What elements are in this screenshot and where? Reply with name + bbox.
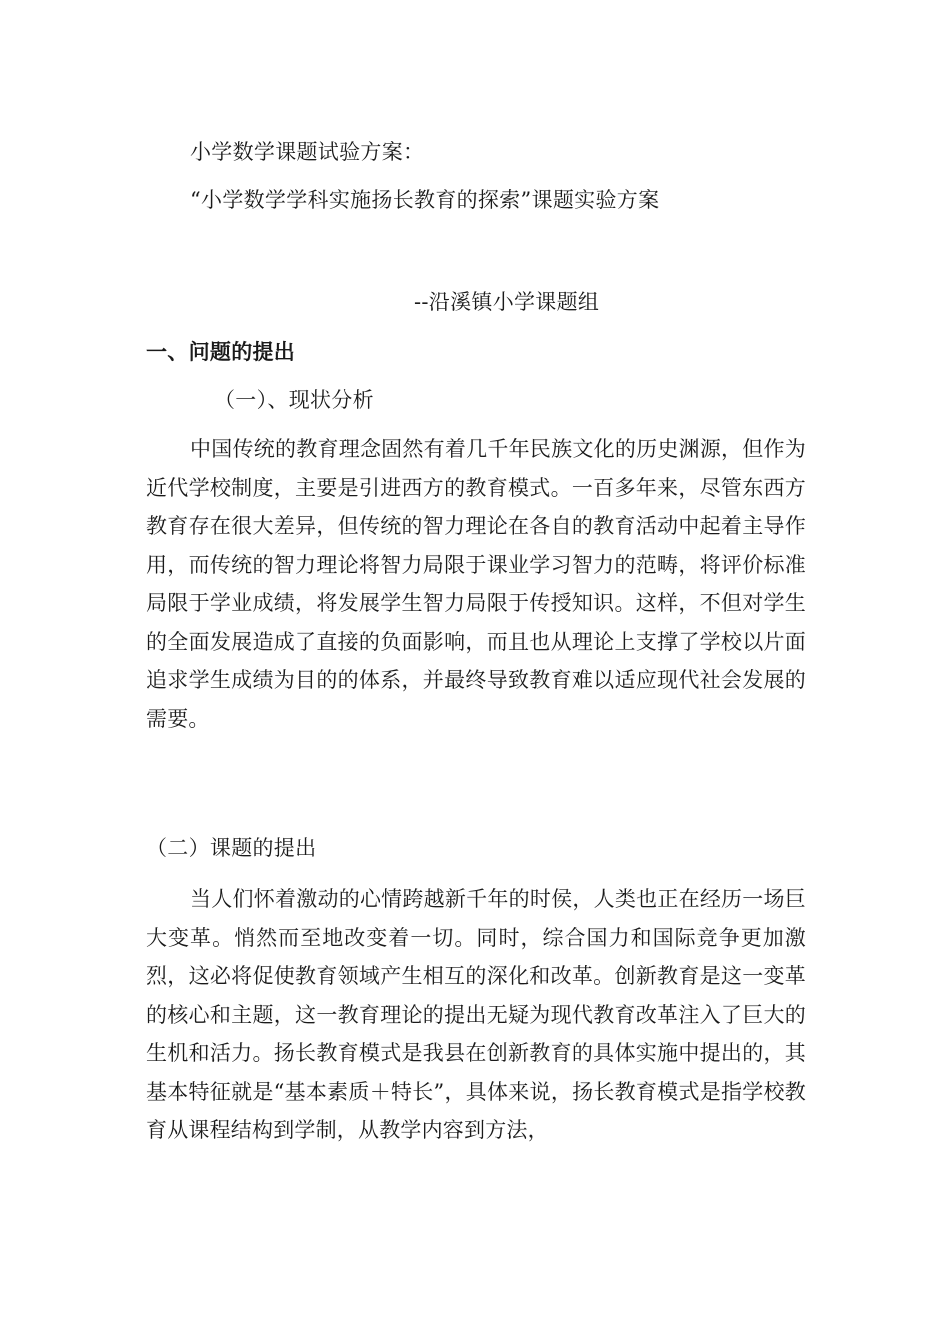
section-title-1: 一、问题的提出 bbox=[146, 340, 296, 364]
document-heading-line-2: “小学数学学科实施扬长教育的探索”课题实验方案 bbox=[190, 188, 660, 212]
document-heading-line-1: 小学数学课题试验方案： bbox=[190, 140, 425, 164]
subsection-title-1: （一）、现状分析 bbox=[214, 388, 374, 412]
subsection-title-2: （二）课题的提出 bbox=[146, 836, 317, 860]
document-author: --沿溪镇小学课题组 bbox=[414, 290, 600, 314]
paragraph-status-analysis: 中国传统的教育理念固然有着几千年民族文化的历史渊源，但作为近代学校制度，主要是引进西方的教育模式。一百多年来，尽管东西方教育存在很大差异，但传统的智力理论在各自的教育活动中起着主导作用，而传统的智力理论将智力局限于课业学习智力的范畴，将评价标准局限于学业成绩，将发展学生智力局限于传授知识。这样，不但对学生的全面发展造成了直接的负面影响，而且也从理论上支撑了学校以片面追求学生成绩为目的的体系，并最终导致教育难以适应现代社会发展的需要。 bbox=[146, 437, 806, 731]
paragraph-topic-proposal: 当人们怀着激动的心情跨越新千年的时侯，人类也正在经历一场巨大变革。悄然而至地改变着一切。同时，综合国力和国际竞争更加激烈，这必将促使教育领域产生相互的深化和改革。创新教育是这一变革的核心和主题，这一教育理论的提出无疑为现代教育改革注入了巨大的生机和活力。扬长教育模式是我县在创新教育的具体实施中提出的，其基本特征就是“基本素质＋特长”，具体来说，扬长教育模式是指学校教育从课程结构到学制，从教学内容到方法， bbox=[146, 887, 806, 1142]
